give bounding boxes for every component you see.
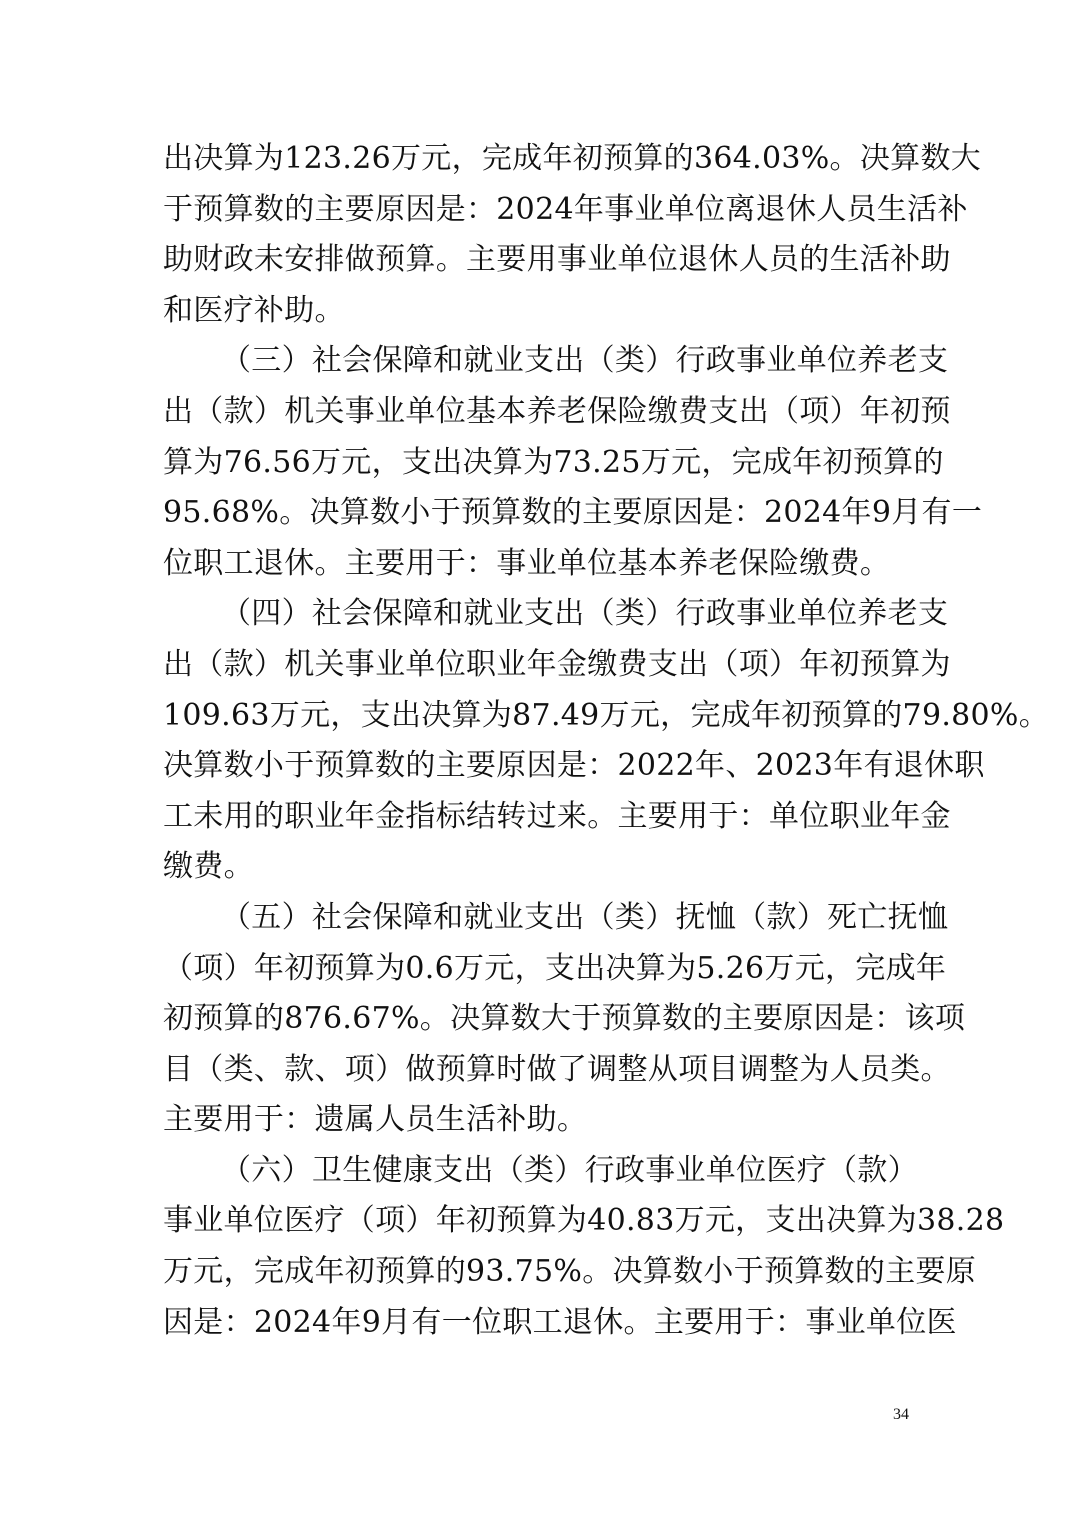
- text-line-20: 主要用于：遗属人员生活补助。: [163, 1102, 588, 1138]
- text-line-24: 因是：2024年9月有一位职工退休。主要用于：事业单位医: [163, 1304, 957, 1340]
- text-line-2: 于预算数的主要原因是：2024年事业单位离退休人员生活补: [163, 191, 968, 227]
- text-line-22: 事业单位医疗（项）年初预算为40.83万元，支出决算为38.28: [163, 1203, 1005, 1239]
- text-line-4: 和医疗补助。: [163, 292, 345, 328]
- section-heading-4: （四）社会保障和就业支出（类）行政事业单位养老支: [221, 596, 949, 632]
- text-line-3: 助财政未安排做预算。主要用事业单位退休人员的生活补助: [163, 242, 951, 278]
- text-line-15: 缴费。: [163, 849, 254, 885]
- text-line-9: 位职工退休。主要用于：事业单位基本养老保险缴费。: [163, 545, 891, 581]
- text-line-18: 初预算的876.67%。决算数大于预算数的主要原因是：该项: [163, 1001, 966, 1037]
- text-line-13: 决算数小于预算数的主要原因是：2022年、2023年有退休职: [163, 748, 985, 784]
- text-line-1: 出决算为123.26万元，完成年初预算的364.03%。决算数大: [163, 141, 982, 176]
- body-text: [163, 134, 1050, 1348]
- text-line-7: 算为76.56万元，支出决算为73.25万元，完成年初预算的: [163, 444, 944, 480]
- text-line-8: 95.68%。决算数小于预算数的主要原因是：2024年9月有一: [163, 495, 983, 531]
- page-number: 34: [893, 1406, 909, 1423]
- text-line-14: 工未用的职业年金指标结转过来。主要用于：单位职业年金: [163, 798, 951, 834]
- section-heading-6: （六）卫生健康支出（类）行政事业单位医疗（款）: [221, 1152, 918, 1188]
- text-line-19: 目（类、款、项）做预算时做了调整从项目调整为人员类。: [163, 1051, 951, 1087]
- text-line-6: 出（款）机关事业单位基本养老保险缴费支出（项）年初预: [163, 393, 951, 429]
- text-line-17: （项）年初预算为0.6万元，支出决算为5.26万元，完成年: [163, 950, 947, 986]
- section-heading-5: （五）社会保障和就业支出（类）抚恤（款）死亡抚恤: [221, 899, 949, 935]
- section-heading-3: （三）社会保障和就业支出（类）行政事业单位养老支: [221, 343, 949, 379]
- text-line-11: 出（款）机关事业单位职业年金缴费支出（项）年初预算为: [163, 646, 951, 682]
- text-line-23: 万元，完成年初预算的93.75%。决算数小于预算数的主要原: [163, 1254, 977, 1290]
- text-line-12: 109.63万元，支出决算为87.49万元，完成年初预算的79.80%。: [163, 697, 1050, 733]
